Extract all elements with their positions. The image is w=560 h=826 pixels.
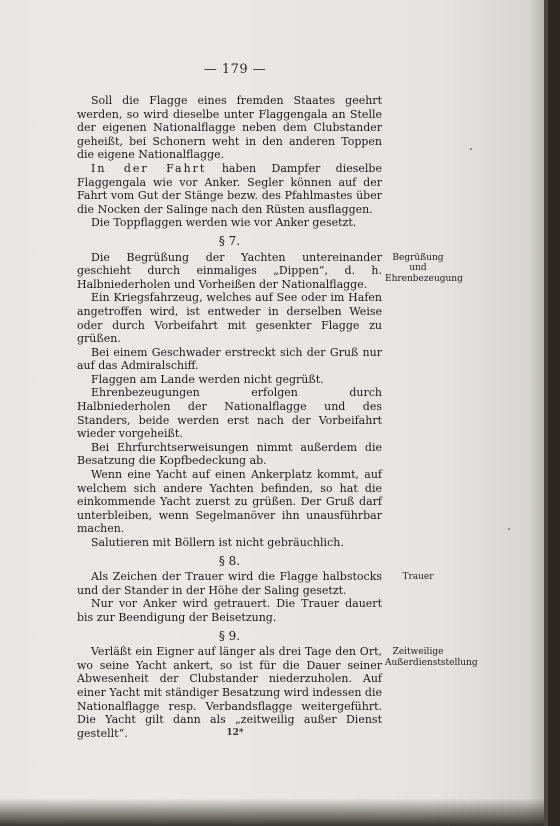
paper-speck (508, 528, 510, 530)
paragraph: Bei Ehrfurchtserweisungen nimmt außerdem die Besatzung die Kopfbedeckung ab. (77, 440, 382, 468)
margin-note-mourning: Trauer (402, 572, 434, 583)
paragraph (77, 162, 382, 216)
paragraph: Bei einem Geschwader erstreckt sich der Gruß nur auf das Admiralschiff. (77, 345, 382, 373)
paragraph: Flaggen am Lande werden nicht gegrüßt. (91, 372, 324, 386)
paragraph: Als Zeichen der Trauer wird die Flagge halbstocks und der Stander in der Höhe der Saling gesetzt. (77, 570, 382, 597)
main-text (77, 94, 382, 740)
paragraph: Soll die Flagge eines fremden Staates geehrt werden, so wird dieselbe unter Flaggengala an Stelle der eigenen Nationalflagge neben dem Clubstander geheißt, bei Schonern weht in den anderen Toppen die eigene Nationalflagge. (77, 94, 382, 162)
section-heading-9: § 9. (218, 628, 241, 643)
signature-mark: 12* (226, 728, 244, 738)
section-heading-8: § 8. (218, 553, 241, 568)
paragraph: Die Toppflaggen werden wie vor Anker gesetzt. (91, 216, 357, 230)
section-heading-7: § 7. (218, 233, 241, 248)
paragraph: Nur vor Anker wird getrauert. Die Trauer dauert bis zur Beendigung der Beisetzung. (77, 597, 382, 624)
paragraph: Ehrenbezeugungen erfolgen durch Halbniederholen der Nationalflagge und des Standers, beide werden erst nach der Vorbeifahrt wieder vorgeheißt. (77, 386, 382, 441)
margin-note-greeting: Begrüßung und Ehrenbezeugung (385, 252, 463, 284)
paragraph: Ein Kriegsfahrzeug, welches auf See oder im Hafen angetroffen wird, ist entweder in derselben Weise oder durch Vorbeifahrt mit gesenkter Flagge zu grüßen. (77, 291, 382, 346)
paragraph: Die Begrüßung der Yachten untereinander geschieht durch einmaliges „Dippen“, d. h. Halbniederholen und Vorheißen der Nationalflagge. (77, 250, 382, 291)
margin-note-decommission: Zeitweilige Außerdienststellung (385, 647, 478, 668)
paragraph: Wenn eine Yacht auf einen Ankerplatz kommt, auf welchem sich andere Yachten befinden, so hat die einkommende Yacht zuerst zu grüßen. Der Gruß darf unterbleiben, wenn Segelmanöver ihn unausführbar machen. (77, 468, 382, 536)
paragraph: Verläßt ein Eigner auf länger als drei Tage den Ort, wo seine Yacht ankert, so ist für die Dauer seiner Abwesenheit der Clubstander niederzuholen. Auf einer Yacht mit ständiger Besatzung wird indessen die Nationalflagge resp. Verbandsflagge weitergeführt. Die Yacht gilt dann als „zeitweilig außer Dienst gestellt“. (77, 645, 382, 740)
paper-speck (470, 148, 472, 150)
paragraph: Salutieren mit Böllern ist nicht gebräuchlich. (91, 536, 344, 549)
paragraph-rest: haben Dampfer dieselbe Flaggengala wie vor Anker. Segler können auf der Fahrt vom Gut der Stänge bezw. des Pfahlmastes über die Nocken der Salinge nach den Rüsten ausflaggen. (77, 161, 382, 216)
page-number: — 179 — (203, 62, 267, 77)
emphasis: In der Fahrt (91, 161, 207, 175)
